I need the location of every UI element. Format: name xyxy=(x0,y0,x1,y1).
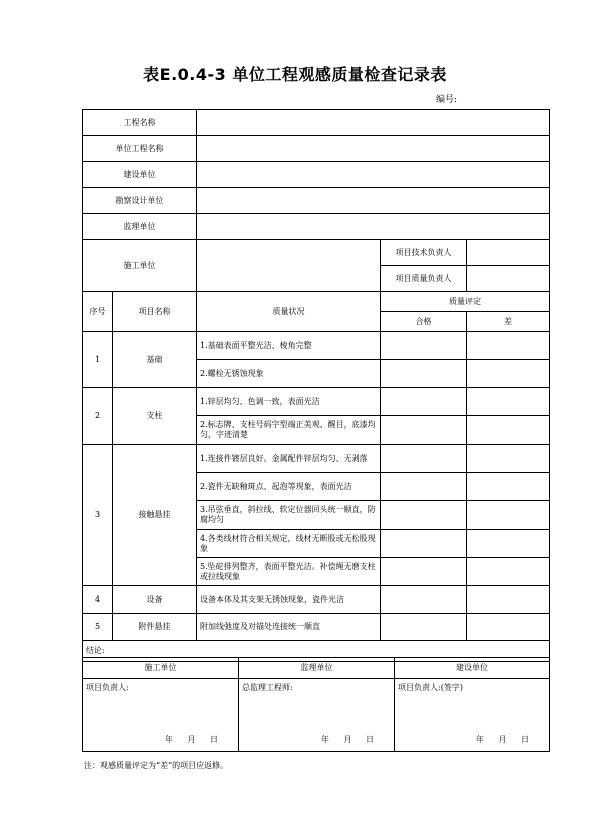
info-value[interactable] xyxy=(197,188,550,214)
fail-cell[interactable] xyxy=(467,614,550,641)
sign-date: 年 月 日 xyxy=(475,735,535,744)
sign-role: 总监理工程师: xyxy=(242,683,293,692)
item-condition: 5.坠砣排列整齐，表面平整光洁。补偿绳无磨支柱或拉线现象 xyxy=(197,558,381,586)
signature-table xyxy=(82,657,550,752)
item-name: 设备 xyxy=(113,586,197,614)
sign-cell-owner[interactable] xyxy=(395,679,550,752)
pass-cell[interactable] xyxy=(381,416,467,445)
tech-lead-label: 项目技术负责人 xyxy=(381,240,467,266)
info-value[interactable] xyxy=(197,162,550,188)
item-no: 5 xyxy=(83,614,113,641)
item-condition: 4.各类线材符合相关规定，线材无断股或无松股现象 xyxy=(197,530,381,558)
fail-cell[interactable] xyxy=(467,416,550,445)
info-label: 勘察设计单位 xyxy=(83,188,197,214)
info-value[interactable] xyxy=(197,110,550,136)
fail-cell[interactable] xyxy=(467,473,550,501)
pass-cell[interactable] xyxy=(381,445,467,473)
fail-cell[interactable] xyxy=(467,558,550,586)
item-condition: 2.瓷件无缺釉斑点、起泡等现象，表面光洁 xyxy=(197,473,381,501)
inspection-table xyxy=(82,109,550,662)
sign-date: 年 月 日 xyxy=(320,735,380,744)
tech-lead-value[interactable] xyxy=(467,240,550,266)
sign-role: 项目负责人: xyxy=(86,683,129,692)
sign-header-supervision: 监理单位 xyxy=(239,658,395,679)
item-condition: 1.连接件镀层良好。金属配件锌层均匀、无剥落 xyxy=(197,445,381,473)
item-condition: 设备本体及其支架无锈蚀现象，瓷件光洁 xyxy=(197,586,381,614)
header-no: 序号 xyxy=(83,292,113,332)
pass-cell[interactable] xyxy=(381,473,467,501)
header-fail: 差 xyxy=(467,312,550,332)
item-condition: 附加线弛度及对锚处连接统一顺直 xyxy=(197,614,381,641)
info-label: 建设单位 xyxy=(83,162,197,188)
pass-cell[interactable] xyxy=(381,501,467,530)
item-condition: 1.基础表面平整光洁、棱角完整 xyxy=(197,332,381,360)
construction-unit-label: 施工单位 xyxy=(83,240,197,292)
fail-cell[interactable] xyxy=(467,388,550,416)
header-status: 质量状况 xyxy=(197,292,381,332)
item-no: 4 xyxy=(83,586,113,614)
fail-cell[interactable] xyxy=(467,586,550,614)
pass-cell[interactable] xyxy=(381,558,467,586)
item-no: 2 xyxy=(83,388,113,445)
footnote: 注：观感质量评定为“差”的项目应返修。 xyxy=(84,761,229,770)
code-label: 编号: xyxy=(436,95,458,105)
sign-date: 年 月 日 xyxy=(164,735,224,744)
construction-unit-value[interactable] xyxy=(197,240,381,292)
pass-cell[interactable] xyxy=(381,614,467,641)
sign-role: 项目负责人:(签字) xyxy=(398,683,463,692)
info-value[interactable] xyxy=(197,136,550,162)
quality-lead-label: 项目质量负责人 xyxy=(381,266,467,292)
header-evaluation: 质量评定 xyxy=(381,292,550,312)
item-name: 接触悬挂 xyxy=(113,445,197,586)
pass-cell[interactable] xyxy=(381,586,467,614)
item-condition: 2.标志牌、支柱号码字型端正美观、醒目，底漆均匀，字迹清楚 xyxy=(197,416,381,445)
header-name: 项目名称 xyxy=(113,292,197,332)
fail-cell[interactable] xyxy=(467,360,550,388)
item-condition: 3.吊弦垂直，斜拉线、软定位器回头统一顺直，防腐均匀 xyxy=(197,501,381,530)
item-name: 附件悬挂 xyxy=(113,614,197,641)
pass-cell[interactable] xyxy=(381,388,467,416)
header-pass: 合格 xyxy=(381,312,467,332)
info-value[interactable] xyxy=(197,214,550,240)
info-label: 工程名称 xyxy=(83,110,197,136)
info-label: 单位工程名称 xyxy=(83,136,197,162)
pass-cell[interactable] xyxy=(381,530,467,558)
fail-cell[interactable] xyxy=(467,530,550,558)
sign-header-construction: 施工单位 xyxy=(83,658,239,679)
item-condition: 2.螺栓无锈蚀现象 xyxy=(197,360,381,388)
conclusion-label[interactable]: 结论: xyxy=(83,641,550,662)
info-label: 监理单位 xyxy=(83,214,197,240)
fail-cell[interactable] xyxy=(467,445,550,473)
item-no: 3 xyxy=(83,445,113,586)
item-name: 基础 xyxy=(113,332,197,388)
sign-cell-supervision[interactable] xyxy=(239,679,395,752)
fail-cell[interactable] xyxy=(467,501,550,530)
quality-lead-value[interactable] xyxy=(467,266,550,292)
item-no: 1 xyxy=(83,332,113,388)
sign-header-owner: 建设单位 xyxy=(395,658,550,679)
pass-cell[interactable] xyxy=(381,332,467,360)
sign-cell-construction[interactable] xyxy=(83,679,239,752)
item-condition: 1.锌层均匀、色调一致，表面光洁 xyxy=(197,388,381,416)
page-title: 表E.0.4-3 单位工程观感质量检查记录表 xyxy=(143,65,447,84)
fail-cell[interactable] xyxy=(467,332,550,360)
pass-cell[interactable] xyxy=(381,360,467,388)
item-name: 支柱 xyxy=(113,388,197,445)
